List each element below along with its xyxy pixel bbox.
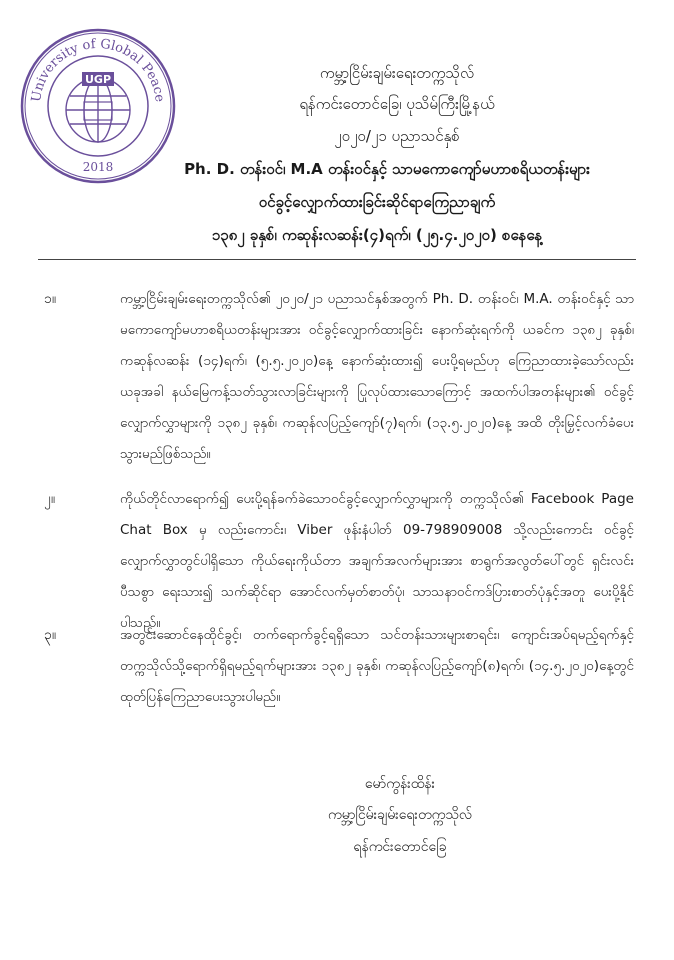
signatory-title: မော်ကွန်းထိန်း: [364, 776, 436, 792]
announcement-title: ဝင်ခွင့်လျှောက်ထားခြင်းဆိုင်ရာကြေညာချက်: [258, 193, 496, 211]
university-location: ရန်ကင်းတောင်ခြေ၊ ပုသိမ်ကြီးမြို့နယ်: [299, 95, 495, 113]
paragraph-1: [44, 284, 634, 470]
paragraph-text: ကိုယ်တိုင်လာရောက်၍ ပေးပို့ရန်ခက်ခဲသောဝင်ခွင့်လျှောက်လွှာများကို တက္ကသိုလ်၏ Facebook Page Chat Box မှ လည်းကောင်း၊ Viber ဖုန်းနံပါတ် 09-798909008 သို့လည်းကောင်း ဝင်ခွင့်လျှောက်လွှာတွင်ပါရှိသော ကိုယ်ရေးကိုယ်တာ အချက်အလက်များအား စာရွက်အလွတ်ပေါ်တွင် ရှင်းလင်းပီသစွာ ရေးသား၍ သက်ဆိုင်ရာ အောင်လက်မှတ်စာတ်ပုံ၊ သာသနာဝင်ကဒ်ပြားစာတ်ပုံနှင့်အတူ ပေးပို့နိုင်ပါသည်။: [120, 491, 634, 631]
paragraph-number: ၃။: [44, 627, 57, 643]
paragraph-2: [44, 484, 634, 639]
signatory-location: ရန်ကင်းတောင်ခြေ: [353, 839, 447, 855]
seal-ring-text: University of Global Peace: [28, 36, 167, 103]
paragraph-3: [44, 620, 634, 713]
signatory-university: ကမ္ဘာ့ငြိမ်းချမ်းရေးတက္ကသိုလ်: [328, 807, 472, 823]
paragraph-number: ၂။: [44, 491, 56, 507]
announcement-date: ၁၃၈၂ ခုနှစ်၊ ကဆုန်းလဆန်း(၄)ရက်၊ (၂၅.၄.၂၀၂၀) စနေနေ့: [211, 226, 543, 244]
header-divider: [38, 259, 636, 260]
paragraph-text: အတွင်းဆောင်နေထိုင်ခွင့်၊ တက်ရောက်ခွင့်ရရှိသော သင်တန်းသားများစာရင်း၊ ကျောင်းအပ်ရမည့်ရက်နှင့် တက္ကသိုလ်သို့ရောက်ရှိရမည့်ရက်များအား ၁၃၈၂ ခုနှစ်၊ ကဆုန်လပြည့်ကျော်(၈)ရက်၊ (၁၄.၅.၂၀၂၀)နေ့တွင် ထုတ်ပြန်ကြေညာပေးသွားပါမည်။: [120, 627, 634, 705]
seal-monogram: UGP: [84, 73, 112, 86]
academic-year: ၂၀၂၀/၂၁ ပညာသင်နှစ်: [334, 127, 460, 145]
announcement-subject: Ph. D. တန်းဝင်၊ M.A တန်းဝင်နှင့် သာမကောကျော်မဟာစရိယတန်းများ: [184, 160, 590, 178]
seal-year: 2018: [82, 160, 114, 174]
paragraph-number: ၁။: [44, 291, 57, 307]
university-name: ကမ္ဘာ့ငြိမ်းချမ်းရေးတက္ကသိုလ်: [319, 64, 475, 82]
paragraph-text: ကမ္ဘာ့ငြိမ်းချမ်းရေးတက္ကသိုလ်၏ ၂၀၂၀/၂၁ ပညာသင်နှစ်အတွက် Ph. D. တန်းဝင်၊ M.A. တန်းဝင်နှင့် သာမကောကျော်မဟာစရိယတန်းများအား ဝင်ခွင့်လျှောက်ထားခြင်း နောက်ဆုံးရက်ကို ယခင်က ၁၃၈၂ ခုနှစ်၊ ကဆုန်လဆန်း (၁၄)ရက်၊ (၅.၅.၂၀၂၀)နေ့ နောက်ဆုံးထား၍ ပေးပို့ရမည်ဟု ကြေညာထားခဲ့သော်လည်း ယခုအခါ နယ်မြေကန့်သတ်သွားလာခြင်းများကို ပြုလုပ်ထားသောကြောင့် အထက်ပါအတန်းများ၏ ဝင်ခွင့်လျှောက်လွှာများကို ၁၃၈၂ ခုနှစ်၊ ကဆုန်လပြည့်ကျော်(၇)ရက်၊ (၁၃.၅.၂၀၂၀)နေ့ အထိ တိုးမြှင့်လက်ခံပေးသွားမည်ဖြစ်သည်။: [120, 291, 634, 462]
